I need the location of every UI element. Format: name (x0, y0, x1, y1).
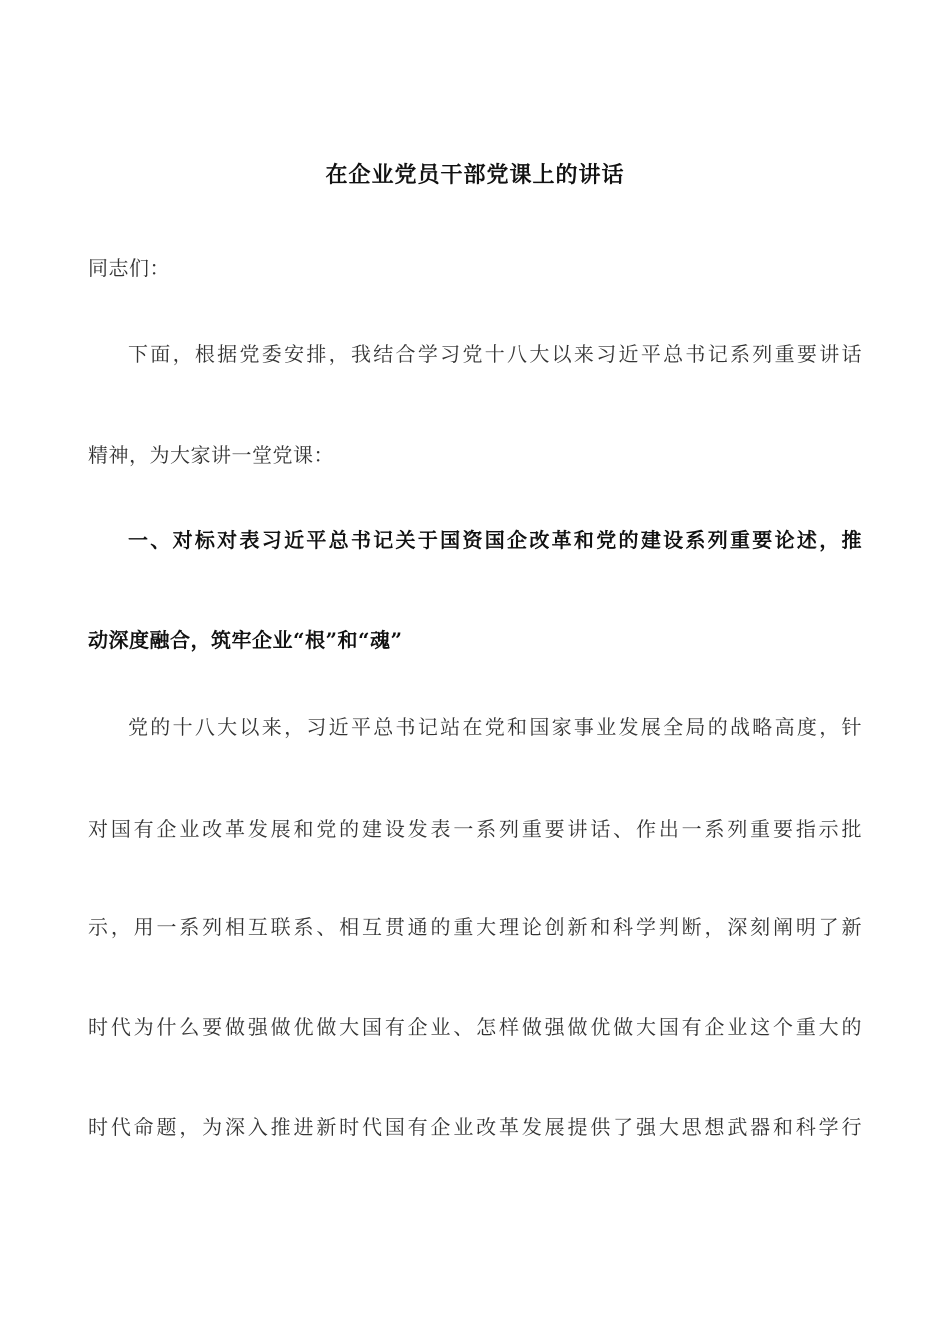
body-line-3: 示，用一系列相互联系、相互贯通的重大理论创新和科学判断，深刻阐明了新 (88, 915, 862, 939)
body-line-5: 时代命题，为深入推进新时代国有企业改革发展提供了强大思想武器和科学行 (88, 1115, 862, 1139)
body-line-4: 时代为什么要做强做优做大国有企业、怎样做强做优做大国有企业这个重大的 (88, 1015, 862, 1039)
intro-line-1: 下面，根据党委安排，我结合学习党十八大以来习近平总书记系列重要讲话 (128, 342, 862, 366)
document-title: 在企业党员干部党课上的讲话 (325, 162, 625, 188)
section-heading-line-1: 一、对标对表习近平总书记关于国资国企改革和党的建设系列重要论述，推 (128, 528, 862, 552)
intro-line-2: 精神，为大家讲一堂党课： (88, 443, 334, 467)
salutation: 同志们： (88, 256, 170, 280)
body-line-1: 党的十八大以来，习近平总书记站在党和国家事业发展全局的战略高度，针 (128, 715, 862, 739)
body-line-2: 对国有企业改革发展和党的建设发表一系列重要讲话、作出一系列重要指示批 (88, 817, 862, 841)
section-heading-line-2: 动深度融合，筑牢企业“根”和“魂” (88, 628, 403, 652)
